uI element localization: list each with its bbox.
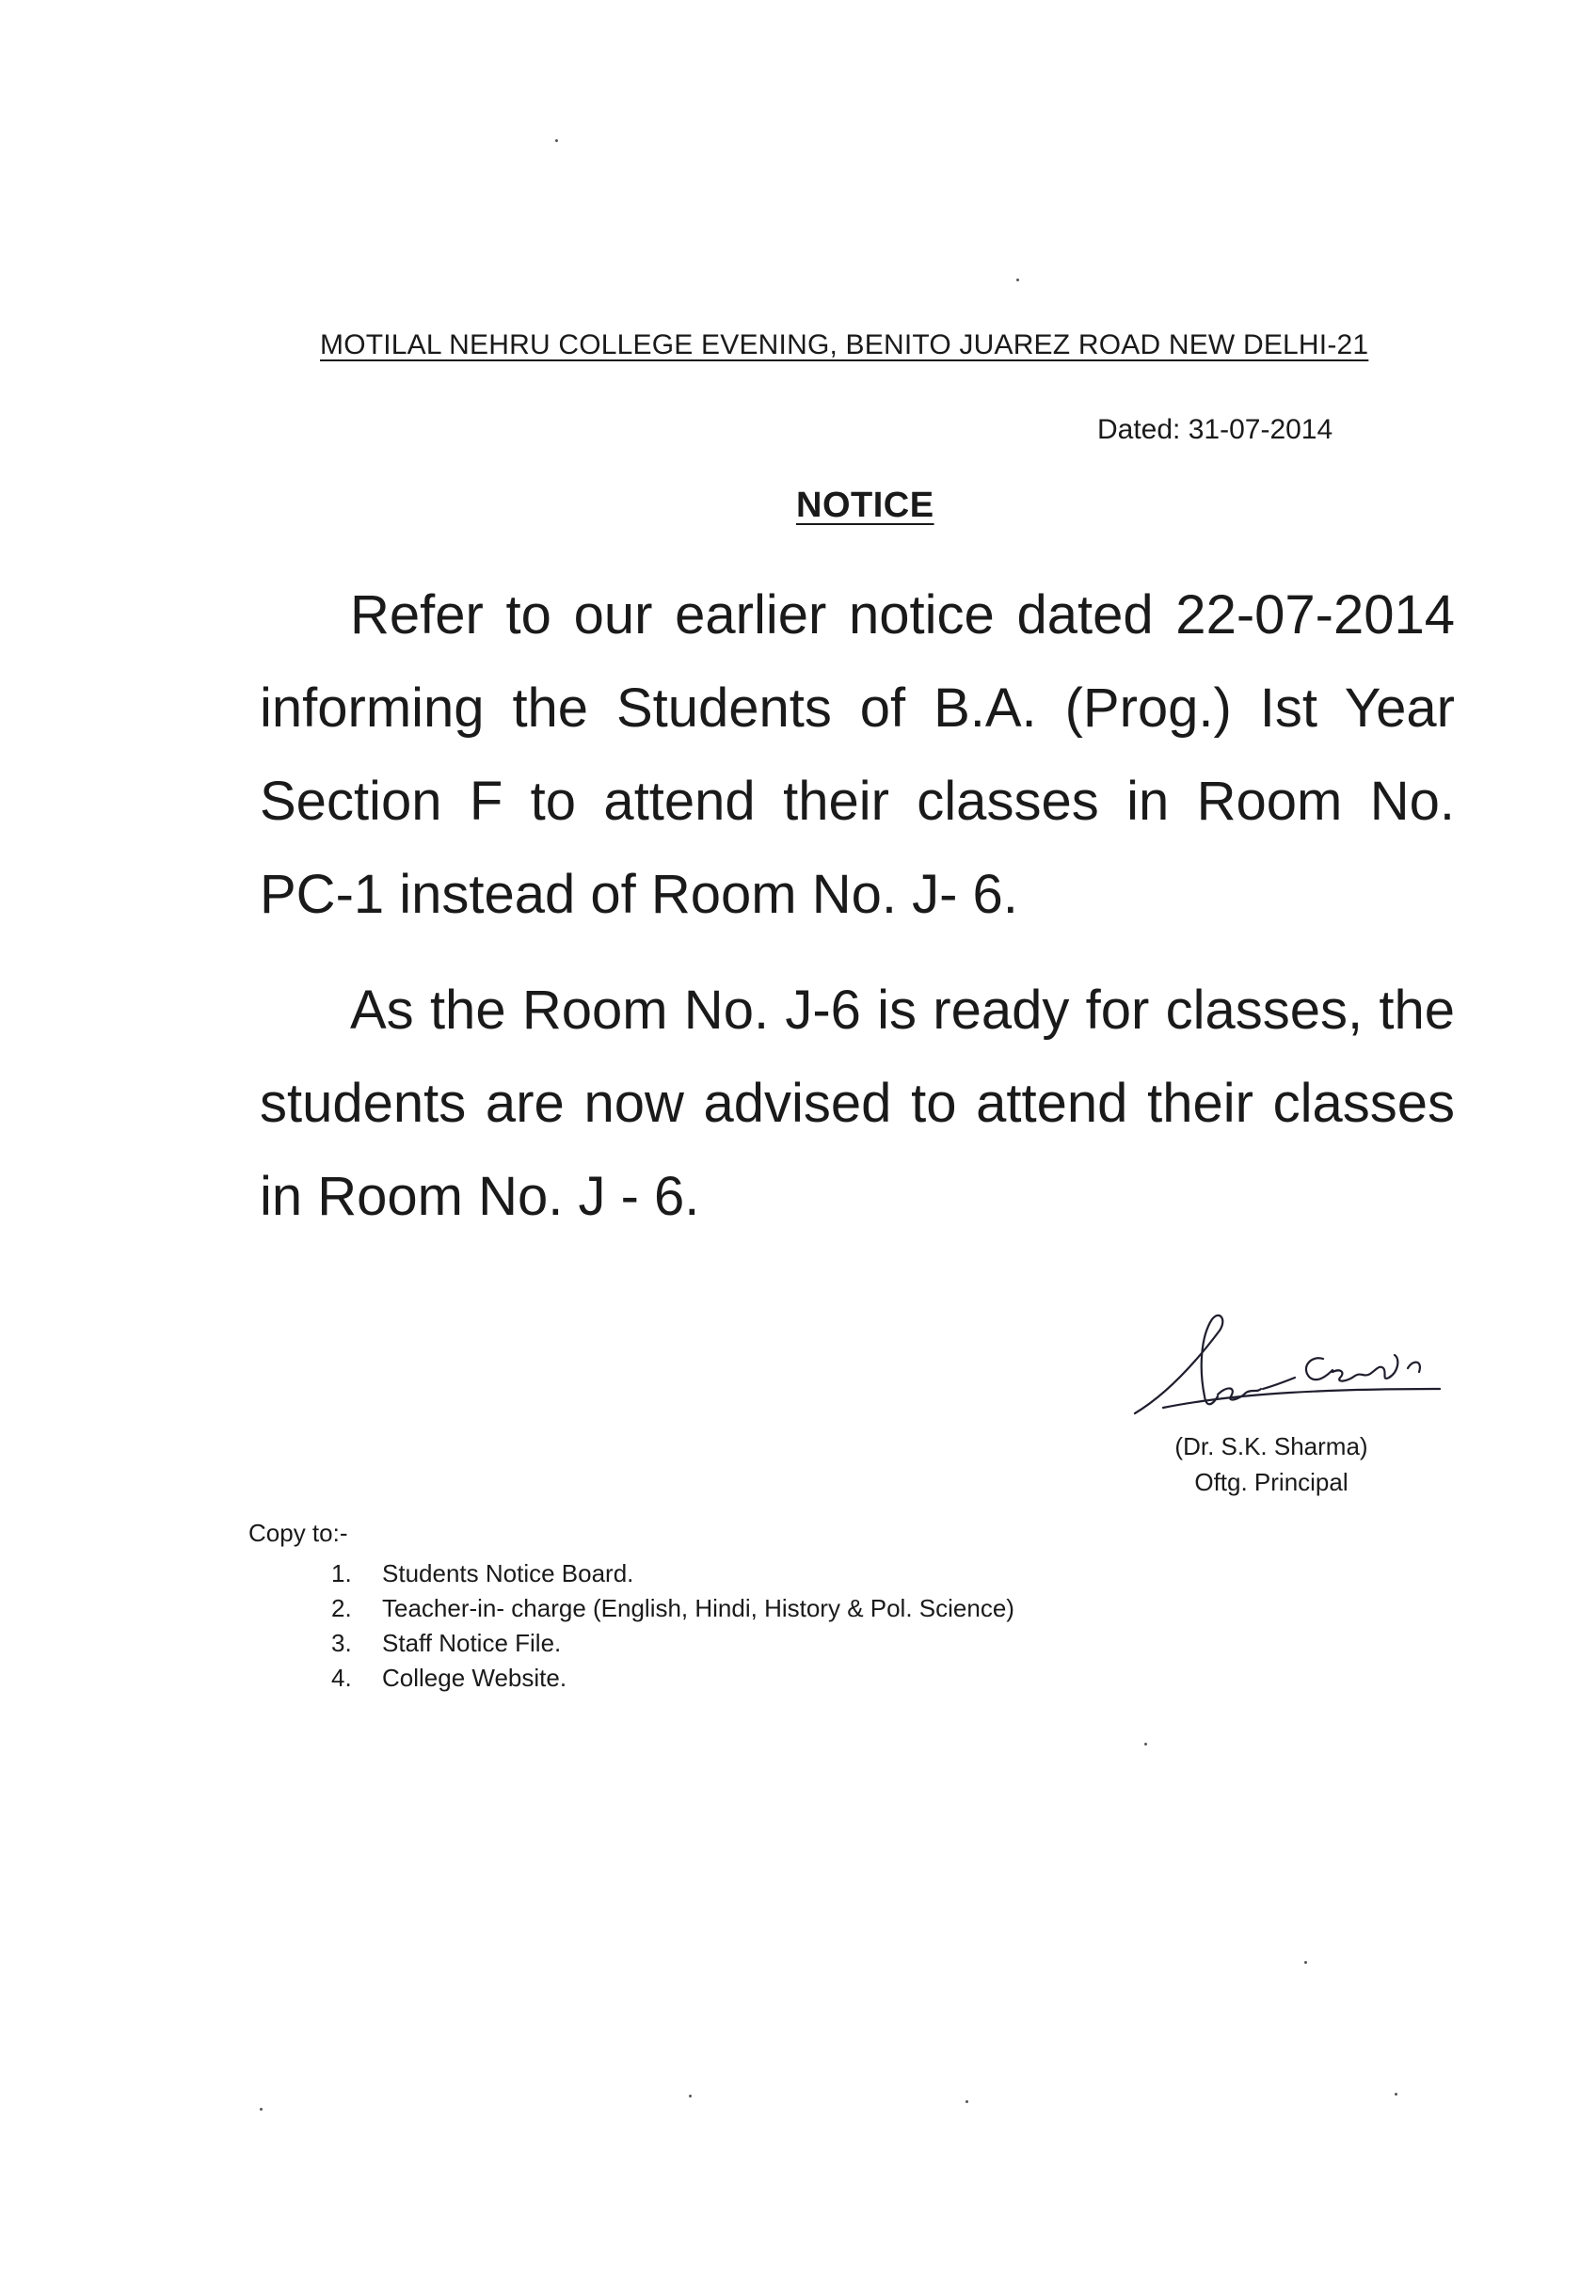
list-item-text: Students Notice Board. <box>382 1559 634 1587</box>
list-item-number: 2. <box>331 1594 352 1622</box>
list-item-text: College Website. <box>382 1664 567 1692</box>
signature-image <box>1125 1302 1445 1425</box>
list-item <box>331 1591 1014 1626</box>
scan-speck <box>689 2095 692 2097</box>
notice-date: Dated: 31-07-2014 <box>1097 414 1333 445</box>
list-item <box>331 1626 1014 1661</box>
scan-speck <box>1144 1743 1147 1746</box>
signatory-block <box>1167 1428 1376 1500</box>
list-item-text: Staff Notice File. <box>382 1629 562 1657</box>
list-item <box>331 1661 1014 1696</box>
list-item-number: 3. <box>331 1629 352 1657</box>
scan-speck <box>1304 1961 1307 1964</box>
list-item-text: Teacher-in- charge (English, Hindi, History & Pol. Science) <box>382 1594 1014 1622</box>
signatory-designation: Oftg. Principal <box>1194 1468 1349 1496</box>
copy-to-label: Copy to:- <box>248 1519 348 1547</box>
scan-speck <box>260 2108 263 2111</box>
scan-speck <box>966 2100 968 2103</box>
notice-paragraph-2: As the Room No. J-6 is ready for classes, the students are now advised to attend their classes in Room No. J - 6. <box>260 980 1455 1227</box>
scan-speck <box>1016 279 1019 281</box>
signatory-name: (Dr. S.K. Sharma) <box>1174 1432 1368 1460</box>
college-header: MOTILAL NEHRU COLLEGE EVENING, BENITO JUAREZ ROAD NEW DELHI-21 <box>320 329 1369 360</box>
notice-heading: NOTICE <box>796 486 934 525</box>
scan-speck <box>555 139 558 142</box>
list-item-number: 1. <box>331 1559 352 1587</box>
copy-to-list <box>331 1556 1014 1696</box>
list-item <box>331 1556 1014 1591</box>
notice-paragraph-1: Refer to our earlier notice dated 22-07-2014 informing the Students of B.A. (Prog.) Ist Year Section F to attend their classes in Room No. PC-1 instead of Room No. J- 6. <box>260 584 1455 925</box>
list-item-number: 4. <box>331 1664 352 1692</box>
scan-speck <box>1395 2093 1397 2096</box>
